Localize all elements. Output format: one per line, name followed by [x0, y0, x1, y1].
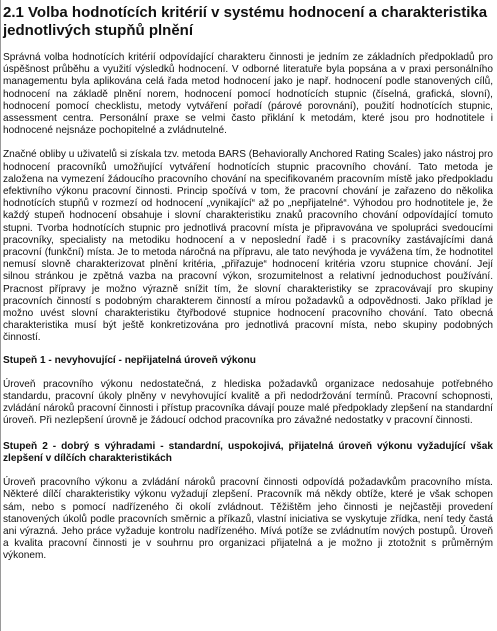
subheading-level-1: Stupeň 1 - nevyhovující - nepřijatelná úroveň výkonu [3, 354, 256, 366]
section-heading: 2.1 Volba hodnotících kritérií v systému hodnocení a charakteristika jednotlivých stupňů plnění [3, 4, 488, 39]
paragraph-level-1: Úroveň pracovního výkonu nedostatečná, z hlediska požadavků organizace nedosahuje potřebného standardu, pracovní úkoly plněny v nevyhovující kvalitě a při nedodržování termínů. Pracovní schopnosti, zvládání nároků pracovní činnosti i přístup pracovníka dávají pouze malé předpoklady zlepšení na standardní úroveň. Při nezlepšení úrovně je žádoucí odchod pracovníka pro závažné nedostatky v pracovní činnosti. [3, 378, 493, 427]
paragraph-bars-method: Značné obliby u uživatelů si získala tzv. metoda BARS (Behaviorally Anchored Rating Scales) jako nástroj pro hodnocení pracovníků umožňující vytváření hodnotících stupnic pracovního chování. Tato metoda je založena na vymezení žádoucího pracovního chování na specifikovaném pracovním místě jako předpokladu efektivního výkonu pracovní činnosti. Princip spočívá v tom, že pracovní chování je zařazeno do několika hodnotících stupňů v rozmezí od hodnocení „vynikající“ až po „nepřijatelné“. Výhodou pro hodnotitele je, že každý stupeň hodnocení obsahuje i slovní charakteristiku znaků pracovního chování odpovídající tomuto stupni. Tvorba hodnotících stupnic pro jednotlivá pracovní místa je připravována ve spolupráci svedoucími pracovníky, specialisty na metodiku hodnocení a v neposlední řadě i s pracovníky zastávajícími daná pracovní (funkční) místa. Je to metoda náročná na přípravu, ale tato nevýhoda je vyvážena tím, že hodnotitel nemusí slovně charakterizovat plnění kritéria, „přiřazuje“ hodnocení kritéria vzoru stupnice chování. Její silnou stránkou je zpětná vazba na pracovní výkon, srozumitelnost a relativní jednoduchost používání. Pracnost přípravy je možno výrazně snížit tím, že slovní charakteristiky se zpracovávají pro skupiny pracovních činností s podobným charakterem činností a mírou požadavků a odpovědnosti. Jako příklad je možno uvést slovní charakteristiku čtyřbodové stupnice hodnocení pracovního chování. Tato obecná charakteristika musí být ještě konkretizována pro jednotlivá pracovní místa, nebo skupiny podobných činností. [3, 149, 493, 344]
paragraph-intro: Správná volba hodnotících kritérií odpovídající charakteru činnosti je jedním ze základních předpokladů pro úspěšnost průběhu a využití výsledků hodnocení. V odborné literatuře byla popsána a v praxi personálního managementu byla aplikována celá řada metod hodnocení jako je např. hodnocení podle stanovených cílů, hodnocení na základě plnění norem, hodnocení pomocí hodnotících stupnic (číselná, grafická, slovní), hodnocení pomocí checklistu, metody vytváření pořadí (párové porovnání), použití hodnotících stupnic, assessment centra. Personální praxe se velmi často přiklání k metodám, které jsou pro hodnotitele i hodnocené nejsnáze pochopitelné a zvládnutelné. [3, 52, 493, 137]
page-left-border [0, 0, 1, 631]
subheading-level-2: Stupeň 2 - dobrý s výhradami - standardní, uspokojivá, přijatelná úroveň výkonu vyžadující však zlepšení v dílčích charakteristikách [3, 440, 493, 464]
paragraph-level-2: Úroveň pracovního výkonu a zvládání nároků pracovní činnosti odpovídá požadavkům pracovního místa. Některé dílčí charakteristiky výkonu vyžadují zlepšení. Pracovník má někdy obtíže, které je však schopen sám, nebo s pomocí nadřízeného či okolí zvládnout. Těžištěm jeho činnosti je nejčastěji provedení stanovených úkolů podle pracovních směrnic a příkazů, vlastní iniciativa se vyskytuje zřídka, není tedy častá ani výrazná. Jeho práce vyžaduje kontrolu nadřízeného. Mívá potíže se zvládnutím nových postupů. Úroveň a kvalita pracovní činnosti je v souhrnu pro organizaci přijatelná a je možno ji ztotožnit s průměrným výkonem. [3, 477, 493, 562]
